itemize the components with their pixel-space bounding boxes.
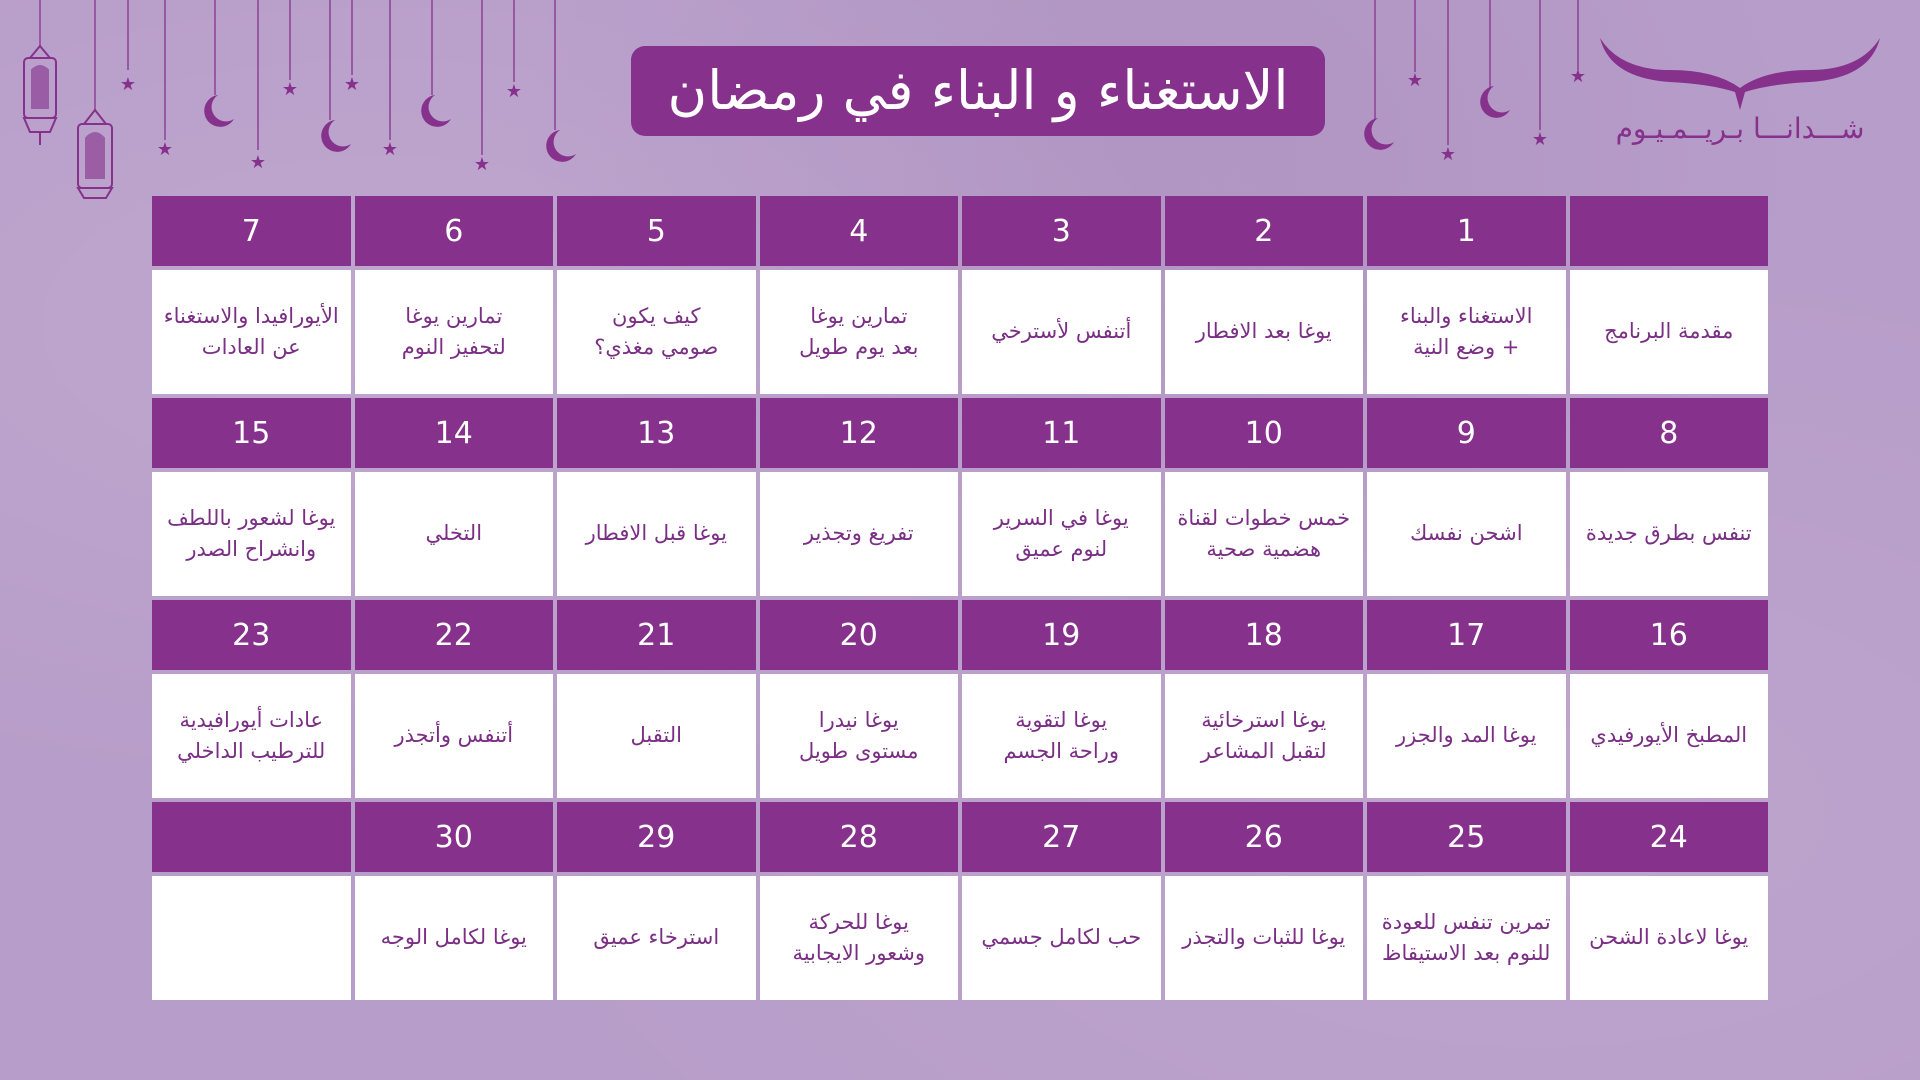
day-number: 16 <box>1570 600 1769 670</box>
star-icon: ★ <box>473 154 491 175</box>
star-icon: ★ <box>249 152 267 173</box>
day-number: 5 <box>557 196 756 266</box>
day-number: 1 <box>1367 196 1566 266</box>
day-topic: التخلي <box>355 472 554 596</box>
day-number: 3 <box>962 196 1161 266</box>
day-topic: تفريغ وتجذير <box>760 472 959 596</box>
day-number: 11 <box>962 398 1161 468</box>
day-topic: يوغا لكامل الوجه <box>355 876 554 1000</box>
day-number: 28 <box>760 802 959 872</box>
crescent-moon-icon <box>1480 86 1510 118</box>
day-topic: يوغا المد والجزر <box>1367 674 1566 798</box>
day-number: 14 <box>355 398 554 468</box>
star-icon: ★ <box>119 74 137 95</box>
crescent-moon-icon <box>321 120 351 152</box>
day-topic: يوغا استرخائية لتقبل المشاعر <box>1165 674 1364 798</box>
day-number: 7 <box>152 196 351 266</box>
day-number: 12 <box>760 398 959 468</box>
crescent-moon-icon <box>546 130 576 162</box>
day-topic: تنفس بطرق جديدة <box>1570 472 1769 596</box>
day-topic: تمارين يوغا بعد يوم طويل <box>760 270 959 394</box>
day-number: 22 <box>355 600 554 670</box>
day-topic: يوغا في السرير لنوم عميق <box>962 472 1161 596</box>
day-topic: يوغا لاعادة الشحن <box>1570 876 1769 1000</box>
day-topic: مقدمة البرنامج <box>1570 270 1769 394</box>
day-topic: أتنفس وأتجذر <box>355 674 554 798</box>
day-topic: استرخاء عميق <box>557 876 756 1000</box>
day-topic: يوغا قبل الافطار <box>557 472 756 596</box>
star-icon: ★ <box>381 139 399 160</box>
star-icon: ★ <box>1406 70 1424 91</box>
day-number: 13 <box>557 398 756 468</box>
day-number <box>1570 196 1769 266</box>
day-number: 2 <box>1165 196 1364 266</box>
brand-logo-text: شـــدانـــا بـريــمـيـوم <box>1615 112 1865 145</box>
star-icon: ★ <box>343 74 361 95</box>
day-topic: يوغا لتقوية وراحة الجسم <box>962 674 1161 798</box>
day-number: 23 <box>152 600 351 670</box>
day-number: 17 <box>1367 600 1566 670</box>
day-topic <box>152 876 351 1000</box>
lantern-icon <box>78 110 112 198</box>
day-topic: التقبل <box>557 674 756 798</box>
day-topic: يوغا بعد الافطار <box>1165 270 1364 394</box>
day-number: 27 <box>962 802 1161 872</box>
day-topic: الاستغناء والبناء + وضع النية <box>1367 270 1566 394</box>
day-number: 20 <box>760 600 959 670</box>
day-number: 9 <box>1367 398 1566 468</box>
ramadan-calendar <box>152 196 1768 981</box>
crescent-moon-icon <box>421 95 451 127</box>
day-number: 25 <box>1367 802 1566 872</box>
star-icon: ★ <box>281 79 299 100</box>
crescent-moon-icon <box>1364 118 1394 150</box>
star-icon: ★ <box>505 81 523 102</box>
day-number: 18 <box>1165 600 1364 670</box>
day-topic: يوغا لشعور باللطف وانشراح الصدر <box>152 472 351 596</box>
day-number: 29 <box>557 802 756 872</box>
star-icon: ★ <box>156 139 174 160</box>
day-number: 24 <box>1570 802 1769 872</box>
day-topic: المطبخ الأيورفيدي <box>1570 674 1769 798</box>
day-topic: حب لكامل جسمي <box>962 876 1161 1000</box>
day-number: 8 <box>1570 398 1769 468</box>
star-icon: ★ <box>1569 66 1587 87</box>
day-topic: يوغا نيدرا مستوى طويل <box>760 674 959 798</box>
day-topic: اشحن نفسك <box>1367 472 1566 596</box>
day-topic: يوغا للحركة وشعور الايجابية <box>760 876 959 1000</box>
day-topic: تمرين تنفس للعودة للنوم بعد الاستيقاظ <box>1367 876 1566 1000</box>
day-number: 26 <box>1165 802 1364 872</box>
day-topic: الأيورافيدا والاستغناء عن العادات <box>152 270 351 394</box>
day-number: 10 <box>1165 398 1364 468</box>
day-topic: تمارين يوغا لتحفيز النوم <box>355 270 554 394</box>
crescent-moon-icon <box>204 95 234 127</box>
day-number: 30 <box>355 802 554 872</box>
day-topic: خمس خطوات لقناة هضمية صحية <box>1165 472 1364 596</box>
title-banner <box>631 46 1325 136</box>
star-icon: ★ <box>1531 129 1549 150</box>
day-topic: أتنفس لأسترخي <box>962 270 1161 394</box>
day-number: 19 <box>962 600 1161 670</box>
star-icon: ★ <box>1439 144 1457 165</box>
day-number <box>152 802 351 872</box>
day-number: 4 <box>760 196 959 266</box>
day-number: 21 <box>557 600 756 670</box>
lantern-icon <box>24 46 56 145</box>
day-topic: كيف يكون صومي مغذي؟ <box>557 270 756 394</box>
day-number: 15 <box>152 398 351 468</box>
day-topic: يوغا للثبات والتجذر <box>1165 876 1364 1000</box>
day-topic: عادات أيورافيدية للترطيب الداخلي <box>152 674 351 798</box>
page-title: الاستغناء و البناء في رمضان <box>667 59 1289 122</box>
day-number: 6 <box>355 196 554 266</box>
